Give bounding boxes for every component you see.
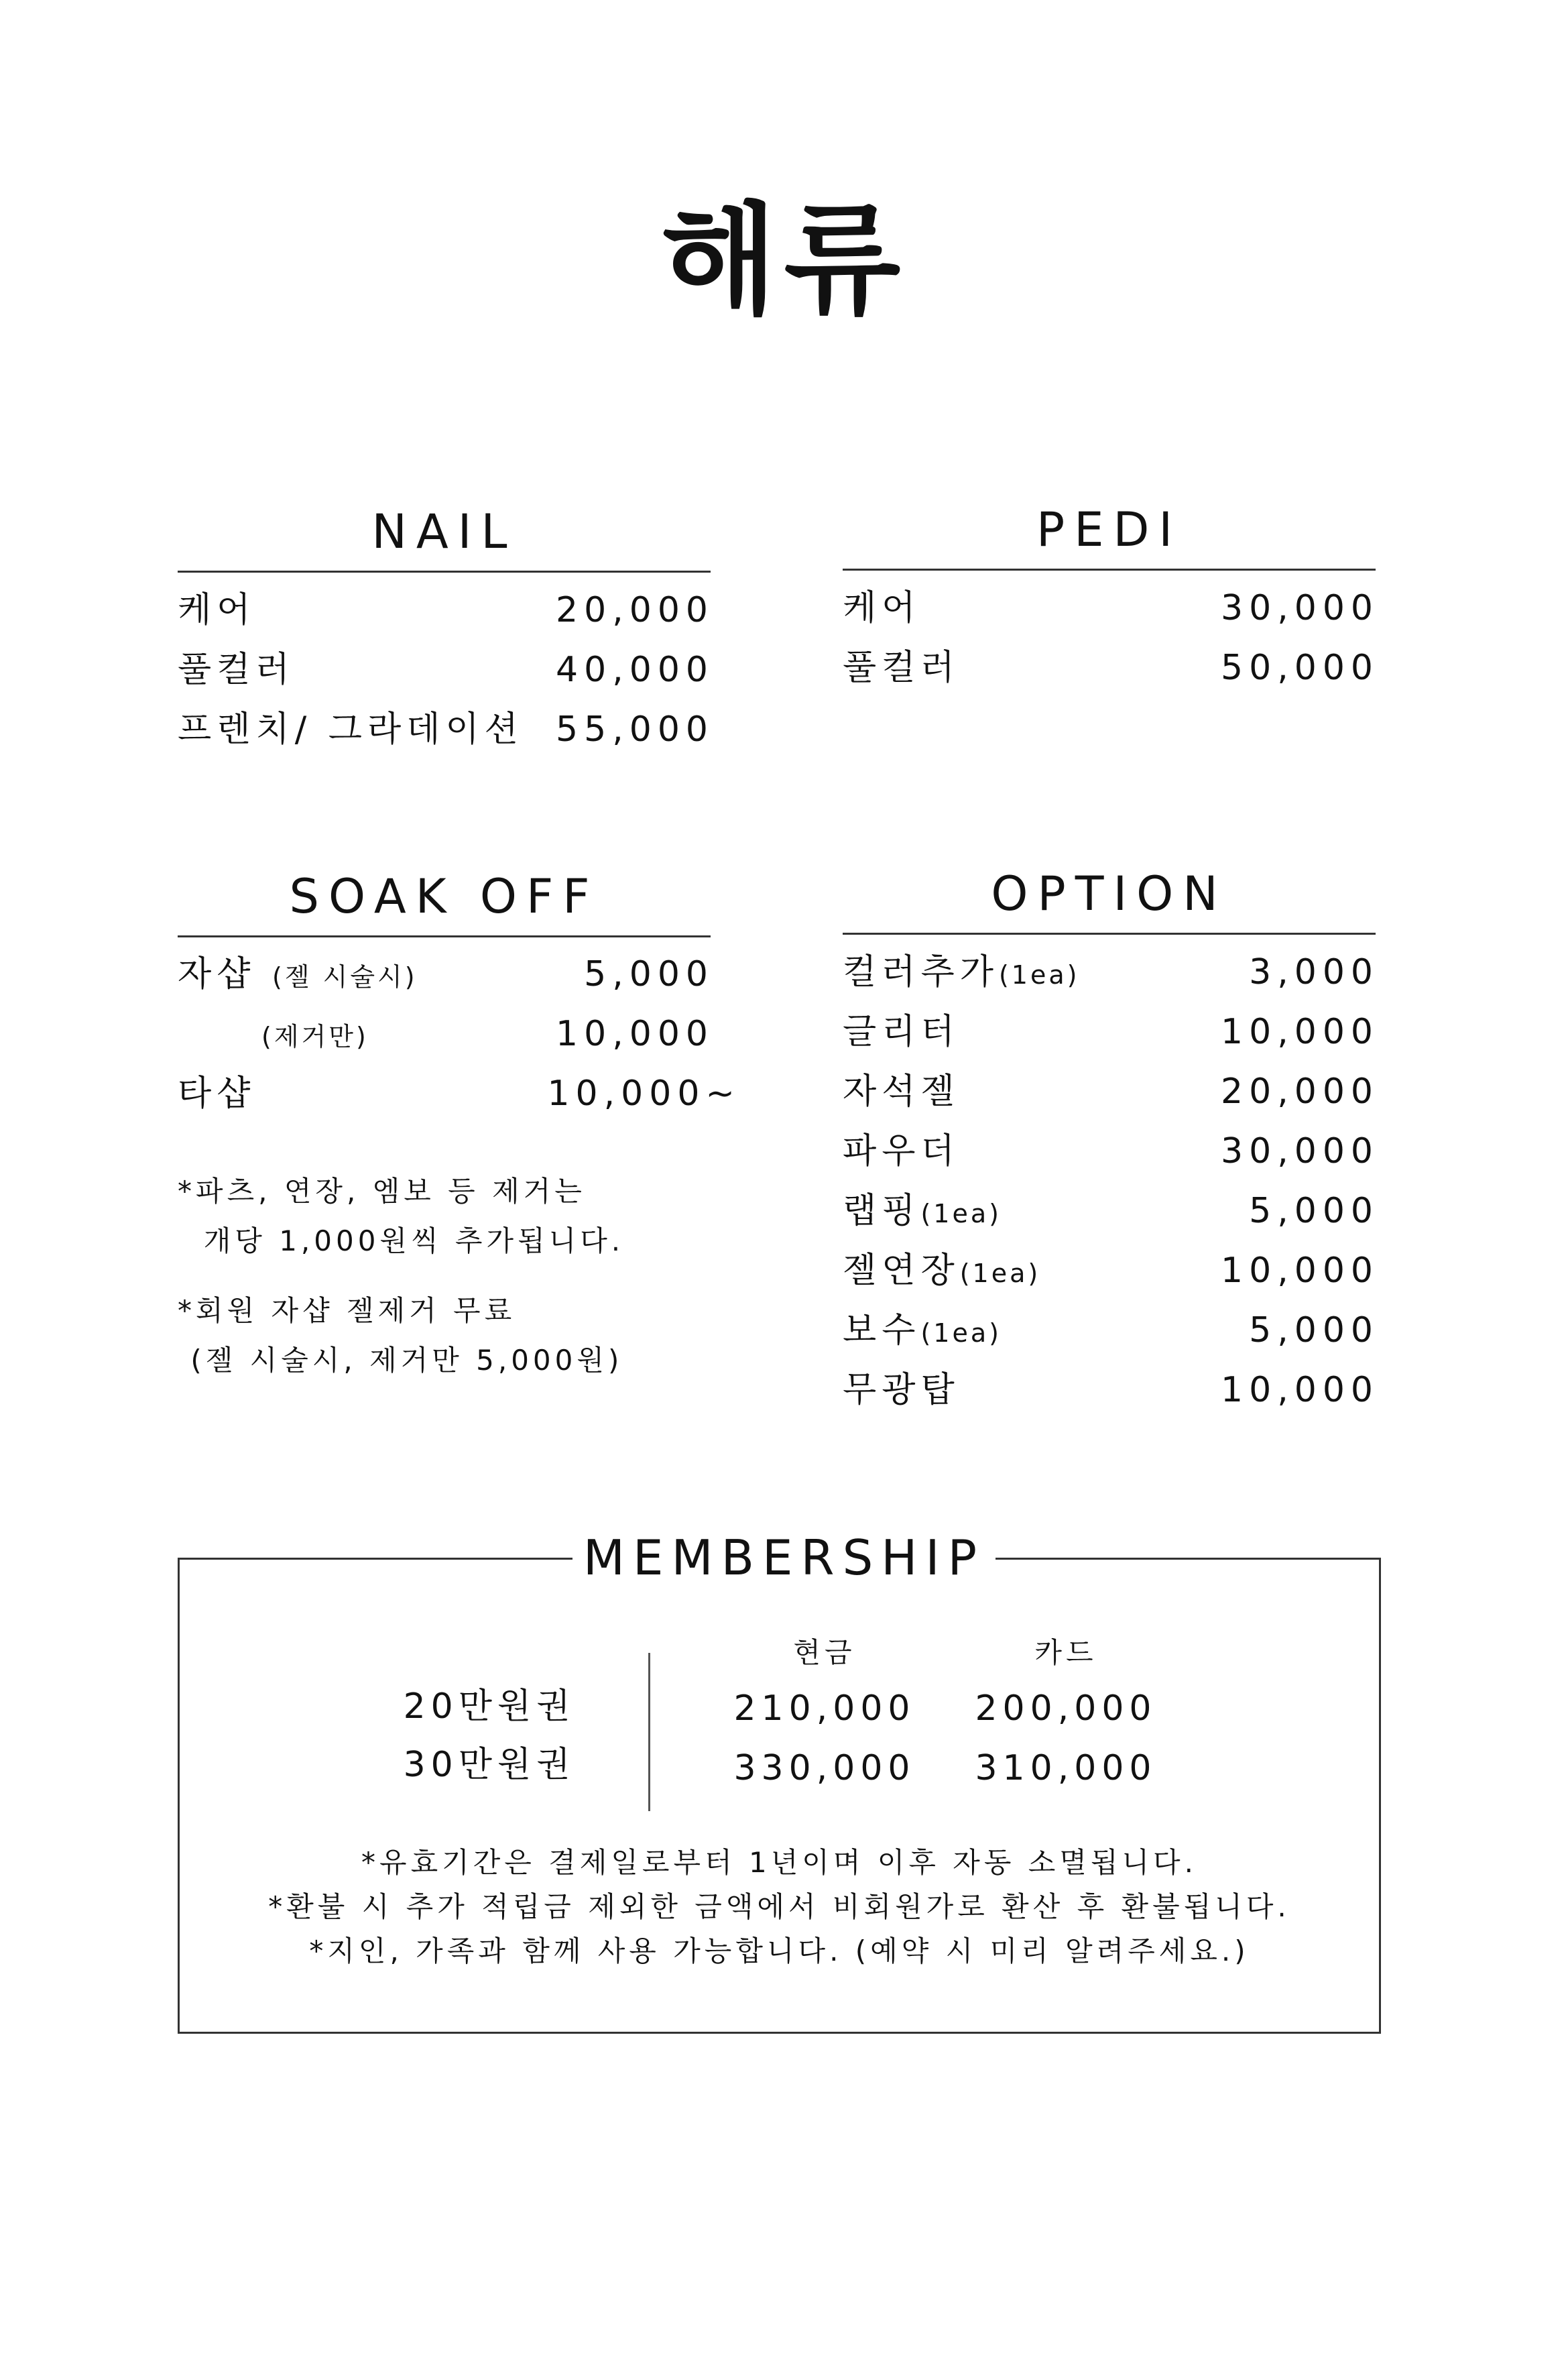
soakoff-note — [178, 1286, 623, 1385]
list-item — [843, 1184, 1379, 1238]
item-sub: (1ea) — [998, 960, 1080, 990]
item-price: 10,000 — [1221, 1251, 1379, 1291]
list-item — [843, 1005, 1379, 1059]
membership-cash: 210,000 — [733, 1688, 916, 1729]
membership-card: 200,000 — [975, 1688, 1157, 1729]
item-name: 프렌치/ 그라데이션 — [178, 709, 524, 750]
membership-label: 20만원권 — [403, 1686, 576, 1727]
pedi-divider — [843, 569, 1376, 571]
item-name: 보수 — [843, 1310, 921, 1350]
item-sub: (1ea) — [920, 1199, 1002, 1228]
list-item — [178, 1067, 741, 1120]
list-item — [178, 947, 714, 1001]
list-item — [843, 1124, 1379, 1178]
item-name: 젤연장 — [843, 1251, 960, 1291]
item-price: 40,000 — [556, 650, 714, 690]
list-item — [843, 1363, 1379, 1417]
soakoff-note — [178, 1167, 624, 1266]
membership-note: *지인, 가족과 함께 사용 가능합니다. (예약 시 미리 알려주세요.) — [309, 1935, 1250, 1967]
item-name: 자샵 — [178, 954, 256, 994]
note-line: *파츠, 연장, 엠보 등 제거는 — [178, 1175, 586, 1208]
membership-card: 310,000 — [975, 1748, 1157, 1788]
membership-divider — [648, 1653, 650, 1811]
note-line: *회원 자샵 젤제거 무료 — [178, 1294, 516, 1327]
list-item — [178, 583, 714, 637]
item-name: 컬러추가 — [843, 952, 999, 992]
list-item — [178, 703, 714, 756]
item-price: 30,000 — [1221, 1131, 1379, 1171]
membership-heading-wrap — [0, 1525, 1568, 1590]
list-item — [843, 581, 1379, 635]
item-price: 20,000 — [556, 590, 714, 630]
list-item — [178, 1007, 714, 1061]
item-sub: (1ea) — [959, 1259, 1041, 1288]
list-item — [843, 641, 1379, 695]
option-heading: OPTION — [991, 866, 1227, 921]
note-line: 개당 1,000원씩 추가됩니다. — [178, 1224, 625, 1257]
item-name: 자석젤 — [843, 1072, 960, 1112]
nail-divider — [178, 571, 711, 573]
membership-note: *환불 시 추가 적립금 제외한 금액에서 비회원가로 환산 후 환불됩니다. — [268, 1890, 1290, 1923]
nail-heading: NAIL — [371, 504, 517, 559]
item-sub: (1ea) — [920, 1318, 1002, 1348]
item-price: 50,000 — [1221, 648, 1379, 688]
item-price: 55,000 — [556, 709, 714, 750]
membership-label: 30만원권 — [403, 1745, 576, 1785]
item-name: 파우더 — [843, 1131, 960, 1171]
item-name: 케어 — [843, 588, 921, 628]
item-price: 5,000 — [584, 954, 714, 994]
membership-note: *유효기간은 결제일로부터 1년이며 이후 자동 소멸됩니다. — [361, 1846, 1197, 1879]
list-item — [843, 1244, 1379, 1297]
item-name: 풀컬러 — [178, 650, 295, 690]
note-line: (젤 시술시, 제거만 5,000원) — [178, 1344, 623, 1377]
list-item — [843, 1304, 1379, 1357]
list-item — [843, 945, 1379, 999]
pedi-heading: PEDI — [1036, 502, 1182, 557]
item-price: 10,000 — [1221, 1012, 1379, 1052]
membership-heading: MEMBERSHIP — [572, 1530, 996, 1586]
soakoff-divider — [178, 935, 711, 937]
col-cash-header: 현금 — [793, 1636, 856, 1669]
item-price: 5,000 — [1249, 1310, 1379, 1350]
item-name: 글리터 — [843, 1012, 960, 1052]
option-divider — [843, 933, 1376, 935]
item-price: 5,000 — [1249, 1191, 1379, 1231]
list-item — [843, 1065, 1379, 1118]
item-price: 20,000 — [1221, 1072, 1379, 1112]
membership-cash: 330,000 — [733, 1748, 916, 1788]
item-price: 10,000 — [556, 1014, 714, 1054]
item-name: 랩핑 — [843, 1191, 921, 1231]
item-sub: (젤 시술시) — [272, 962, 418, 992]
page-title: 해류 — [660, 191, 908, 331]
item-price: 10,000 — [1221, 1370, 1379, 1410]
col-card-header: 카드 — [1034, 1636, 1097, 1669]
item-name: 풀컬러 — [843, 648, 960, 688]
item-name: 케어 — [178, 590, 256, 630]
item-name: 무광탑 — [843, 1370, 960, 1410]
item-price: 10,000~ — [547, 1074, 741, 1114]
item-price: 3,000 — [1249, 952, 1379, 992]
item-sub: (제거만) — [261, 1022, 369, 1051]
list-item — [178, 643, 714, 697]
item-name: 타샵 — [178, 1074, 256, 1114]
item-price: 30,000 — [1221, 588, 1379, 628]
soakoff-heading: SOAK OFF — [289, 869, 599, 924]
